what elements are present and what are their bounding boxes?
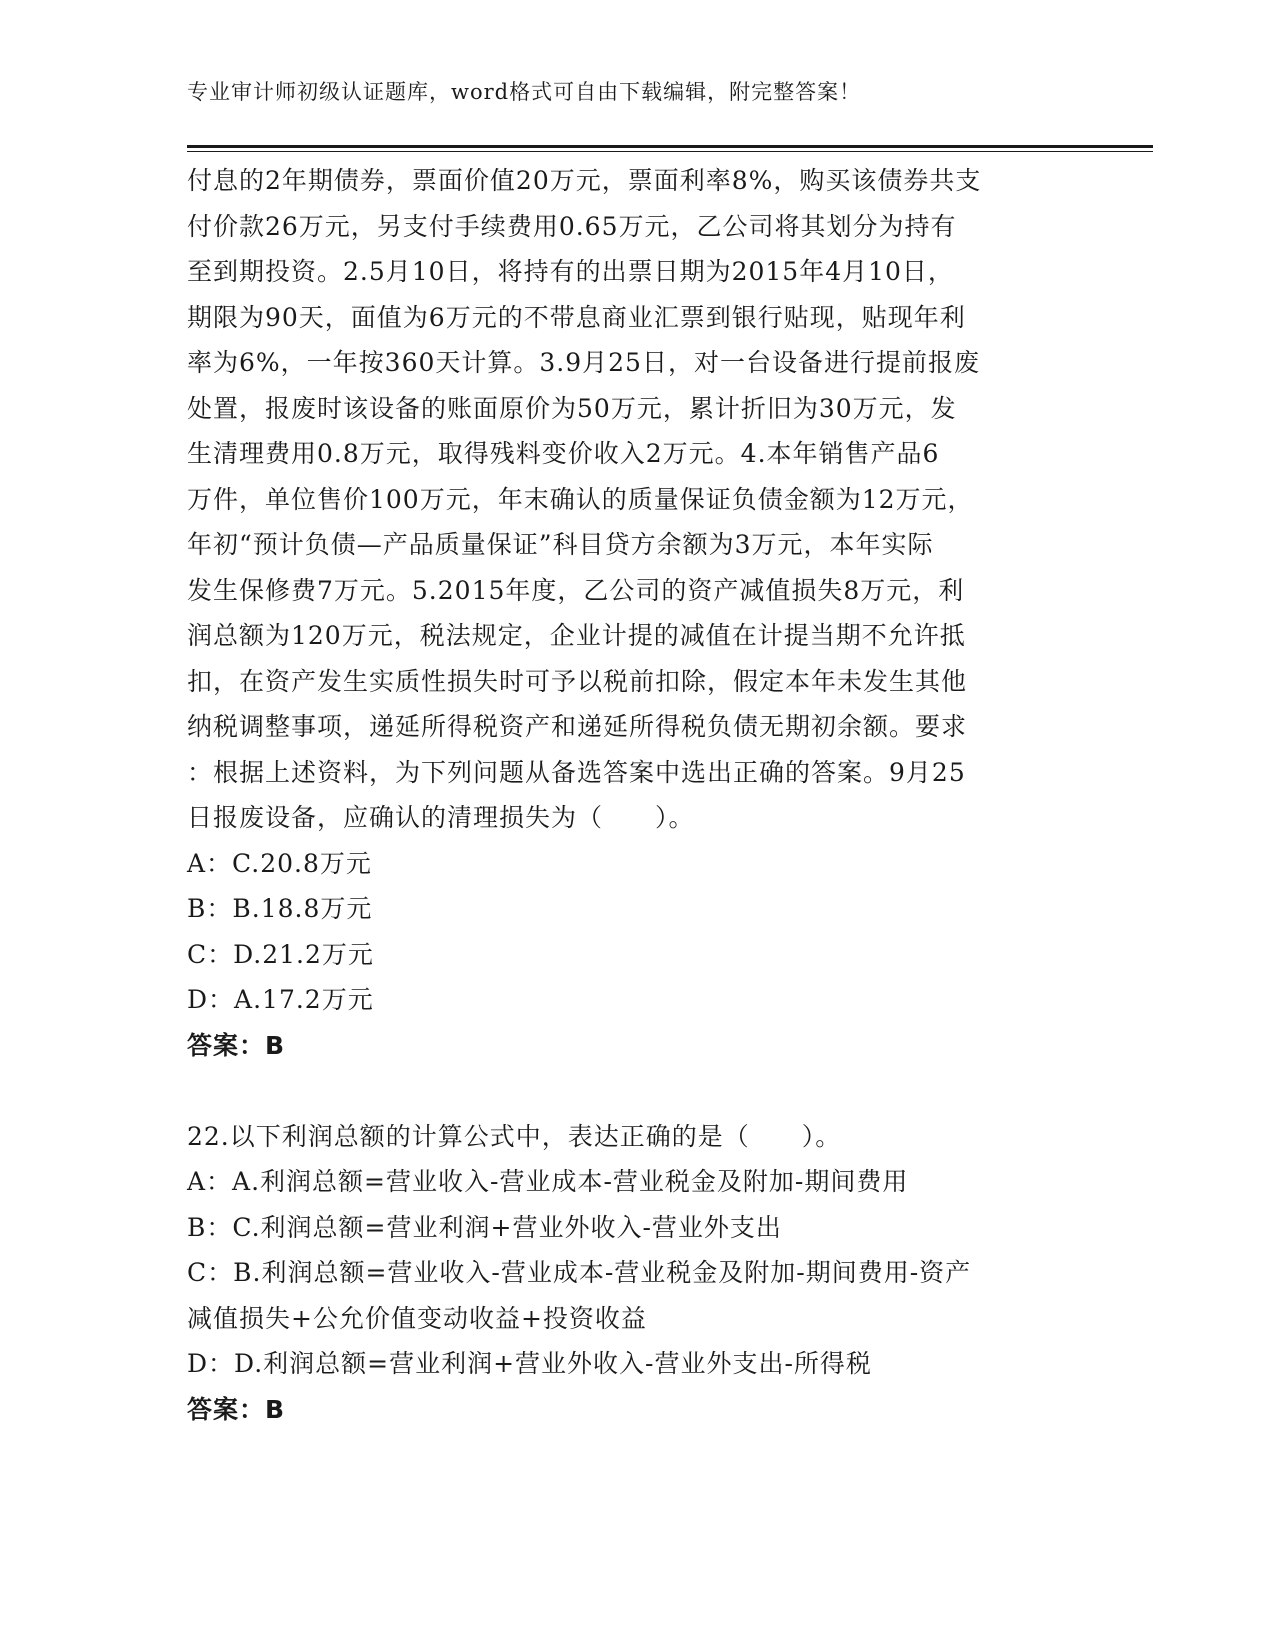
question-stem-line: 年初“预计负债—产品质量保证”科目贷方余额为3万元，本年实际 [187,530,934,559]
question-stem-line: 22.以下利润总额的计算公式中，表达正确的是（ ）。 [187,1121,842,1151]
option-a: A：C.20.8万元 [187,848,372,878]
question-22 [187,1114,1107,1433]
question-stem-line: 日报废设备，应确认的清理损失为（ ）。 [187,803,695,832]
document-body [187,158,1107,1432]
question-stem-line: ：根据上述资料，为下列问题从备选答案中选出正确的答案。9月25 [187,757,966,787]
option-c-continued: 减值损失+公允价值变动收益+投资收益 [187,1303,647,1333]
header-rule-thin [187,151,1153,152]
option-a: A：A.利润总额=营业收入-营业成本-营业税金及附加-期间费用 [187,1167,909,1196]
option-b: B：C.利润总额=营业利润+营业外收入-营业外支出 [187,1212,782,1242]
question-stem-line: 万件，单位售价100万元，年末确认的质量保证负债金额为12万元， [187,484,974,514]
question-stem-line: 润总额为120万元，税法规定，企业计提的减值在计提当期不允许抵 [187,621,966,650]
option-c: C：D.21.2万元 [187,939,374,969]
question-stem-line: 纳税调整事项，递延所得税资产和递延所得税负债无期初余额。要求 [187,712,968,741]
question-stem-line: 扣，在资产发生实质性损失时可予以税前扣除，假定本年未发生其他 [187,666,968,696]
question-21 [187,158,1107,1068]
question-stem-line: 至到期投资。2.5月10日，将持有的出票日期为2015年4月10日， [187,257,954,286]
option-d: D：D.利润总额=营业利润+营业外收入-营业外支出-所得税 [187,1349,872,1378]
question-stem-line: 生清理费用0.8万元，取得残料变价收入2万元。4.本年销售产品6 [187,439,940,468]
question-stem-line: 率为6%，一年按360天计算。3.9月25日，对一台设备进行提前报废 [187,348,980,377]
question-stem-line: 处置，报废时该设备的账面原价为50万元，累计折旧为30万元，发 [187,393,957,423]
option-b: B：B.18.8万元 [187,894,373,923]
question-stem-line: 发生保修费7万元。5.2015年度，乙公司的资产减值损失8万元，利 [187,575,965,605]
question-stem-line: 付价款26万元，另支付手续费用0.65万元，乙公司将其划分为持有 [187,211,957,241]
question-spacer [187,1068,1107,1114]
answer-label: 答案：B [187,1030,286,1060]
header-rule-thick [187,145,1153,148]
question-stem-line: 期限为90天，面值为6万元的不带息商业汇票到银行贴现，贴现年利 [187,302,966,332]
option-d: D：A.17.2万元 [187,985,374,1014]
question-stem-line: 付息的2年期债券，票面价值20万元，票面利率8%，购买该债券共支 [187,166,982,195]
option-c: C：B.利润总额=营业收入-营业成本-营业税金及附加-期间费用-资产 [187,1258,972,1287]
answer-label: 答案：B [187,1394,286,1424]
page-header: 专业审计师初级认证题库，word格式可自由下载编辑，附完整答案！ [187,80,862,104]
